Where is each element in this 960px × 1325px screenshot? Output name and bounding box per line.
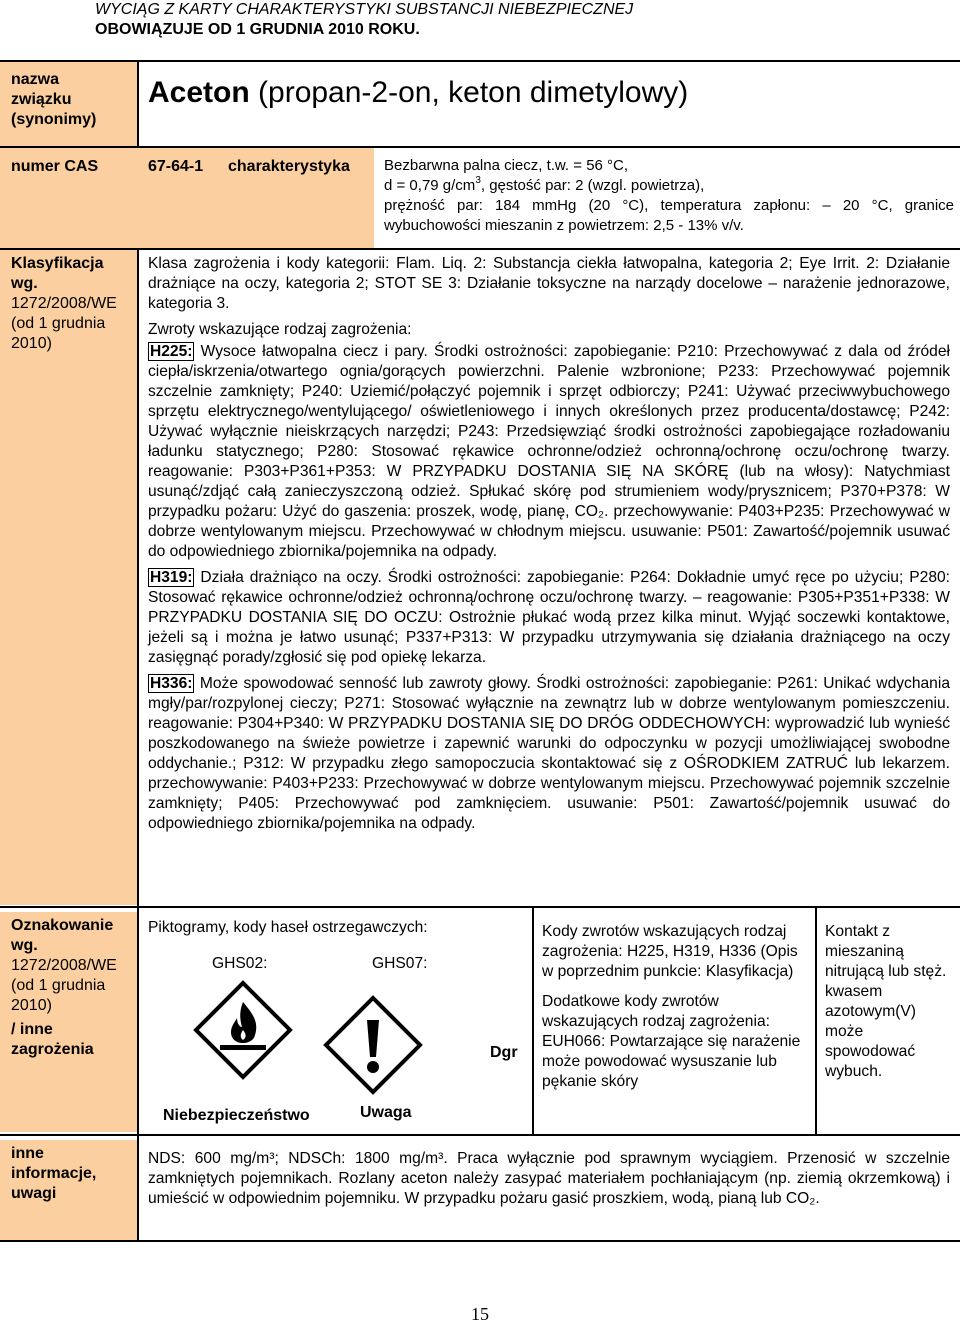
document-header bbox=[95, 0, 633, 40]
char-sup: 3 bbox=[475, 175, 481, 186]
ghs02-label: GHS02: bbox=[212, 955, 268, 972]
h225-paragraph bbox=[148, 342, 950, 562]
name-label-line: (synonimy) bbox=[11, 111, 97, 128]
label-line: 1272/2008/WE bbox=[11, 295, 117, 312]
other-hazards-text: Kontakt z mieszaniną nitrującą lub stęż. kwasem azotowym(V) może spowodować wybuch. bbox=[825, 923, 947, 1080]
label-line: 2010) bbox=[11, 335, 52, 352]
label-line: wg. bbox=[11, 275, 38, 292]
name-label-line: związku bbox=[11, 91, 72, 108]
vline-ozn bbox=[137, 906, 139, 1136]
char-line-2 bbox=[384, 176, 954, 196]
name-label-line: nazwa bbox=[11, 71, 60, 88]
cas-label: numer CAS bbox=[11, 158, 99, 175]
h225-text: Wysoce łatwopalna ciecz i pary. Środki ostrożności: zapobieganie: P210: Przechowywać z dala od źródeł ciepła/iskrzenia/otwartego ognia/gorących powierzchni. Palenie wzbronione; P233: Przechowywać pojemnik szczelnie zamknięty; P240: Uziemić/połączyć pojemnik i sprzęt odbiorczy; P241: Używać przeciwwybuchowego sprzętu elektrycznego/wentylującego/ oświetleniowego i innych określonych przez producenta/dostawcę; P242: Używać wyłącznie nieiskrzących narzędzi; P243: Przedsięwziąć środki ostrożności zapobiegające rozładowaniu ładunku statycznego; P280: Stosować rękawice ochronne/odzież ochronną/ochronę oczu/ochronę twarzy. reagowanie: P303+P361+P353: W PRZYPADKU DOSTANIA SIĘ NA SKÓRĘ (lub na włosy): Natychmiast usunąć/zdjąć całą zanieczyszczoną odzież. Spłukać skórę pod strumieniem wody/prysznicem; P370+P378: W przypadku pożaru: Użyć do gaszenia: proszek, wodę, pianę, CO₂. przechowywanie: P403+P235: Przechowywać w dobrze wentylowanym miejscu. Przechowywać w chłodnym miejscu. usuwanie: P501: Zawartość/pojemnik usuwać do odpowiedniego zbiornika/pojemnika na odpady. bbox=[148, 343, 950, 560]
header-line-1: WYCIĄG Z KARTY CHARAKTERYSTYKI SUBSTANCJI NIEBEZPIECZNEJ bbox=[95, 1, 634, 18]
label-line: uwagi bbox=[11, 1185, 57, 1202]
title-rest: (propan-2-on, keton dimetylowy) bbox=[249, 76, 689, 109]
classification-label bbox=[0, 250, 137, 905]
rule-top bbox=[0, 60, 960, 62]
label-line: Klasyfikacja bbox=[11, 255, 104, 272]
pictograms-title: Piktogramy, kody haseł ostrzegawczych: bbox=[148, 919, 428, 936]
hazard-codes-column bbox=[542, 922, 804, 1102]
label-line: zagrożenia bbox=[11, 1041, 94, 1058]
title-bold: Aceton bbox=[148, 76, 250, 109]
label-line: (od 1 grudnia bbox=[11, 977, 106, 994]
rule-cas-bottom bbox=[0, 248, 960, 250]
h336-text: Może spowodować senność lub zawroty głowy. Środki ostrożności: zapobieganie: P261: Unikać wdychania mgły/par/rozpylonej cieczy; P271: Stosować wyłącznie na zewnątrz lub w dobrze wentylowanym pomieszczeniu. reagowanie: P304+P340: W PRZYPADKU DOSTANIA SIĘ DO DRÓG ODDECHOWYCH: wyprowadzić lub wynieść poszkodowanego na świeże powietrze i zapewnić warunki do odpoczynku w pozycji umożliwiającej swobodne oddychanie.; P312: W przypadku złego samopoczucia skontaktować się z OŚRODKIEM ZATRUĆ lub lekarzem. przechowywanie: P403+P233: Przechowywać w dobrze wentylowanym miejscu. Przechowywać pojemnik szczelnie zamknięty; P405: Przechowywać pod zamknięciem. usuwanie: P501: Zawartość/pojemnik usuwać do odpowiedniego zbiornika/pojemnika na odpady. bbox=[148, 675, 950, 832]
vline-klas bbox=[137, 248, 139, 908]
label-line: wg. bbox=[11, 937, 38, 954]
signal-word-danger: Niebezpieczeństwo bbox=[163, 1107, 310, 1124]
hazard-codes-text: Kody zwrotów wskazujących rodzaj zagrożenia: H225, H319, H336 (Opis w poprzednim punkcie: Klasyfikacja) bbox=[542, 923, 798, 980]
label-line: 2010) bbox=[11, 997, 52, 1014]
dgr-code: Dgr bbox=[490, 1044, 518, 1061]
h225-code: H225: bbox=[150, 343, 193, 360]
labelling-label bbox=[0, 912, 137, 1132]
signal-word-warning: Uwaga bbox=[360, 1104, 412, 1121]
other-info-text: NDS: 600 mg/m³; NDSCh: 1800 mg/m³. Praca wyłącznie pod sprawnym wyciągiem. Przenosić w szczelnie zamkniętych pojemnikach. Rozlany aceton należy zasypać materiałem pochłaniającym (np. ziemią okrzemkową) i umieścić w odpowiednim pojemniku. W przypadku pożaru gasić proszkiem, wodą, pianą lub CO₂. bbox=[148, 1150, 950, 1207]
h336-code: H336: bbox=[150, 675, 193, 692]
classification-intro: Klasa zagrożenia i kody kategorii: Flam. Liq. 2: Substancja ciekła łatwopalna, kategoria 2; Eye Irrit. 2: Działanie drażniące na oczy, kategoria 2; STOT SE 3: Działanie toksyczne na narządy docelowe – narażenie jednorazowe, kategoria 3. bbox=[148, 255, 950, 312]
h319-code: H319: bbox=[150, 569, 193, 586]
rule-inne-bottom bbox=[0, 1240, 960, 1242]
label-line: informacje, bbox=[11, 1165, 97, 1182]
flame-pictogram-icon bbox=[193, 980, 293, 1080]
characteristics-text bbox=[374, 148, 960, 248]
label-line: (od 1 grudnia bbox=[11, 315, 106, 332]
cas-value: 67-64-1 bbox=[148, 158, 204, 175]
hazard-statements-heading: Zwroty wskazujące rodzaj zagrożenia: bbox=[148, 321, 412, 338]
vline-inne bbox=[137, 1134, 139, 1242]
name-label bbox=[0, 62, 137, 146]
label-line: inne bbox=[11, 1145, 44, 1162]
vline-name bbox=[137, 60, 139, 148]
h319-text: Działa drażniąco na oczy. Środki ostrożności: zapobieganie: P264: Dokładnie umyć ręce po użyciu; P280: Stosować rękawice ochronne/odzież ochronną/ochronę oczu/ochronę twarzy. – reagowanie: P305+P351+P338: W PRZYPADKU DOSTANIA SIĘ DO OCZU: Ostrożnie płukać wodą przez kilka minut. Wyjąć soczewki kontaktowe, jeżeli są i można je łatwo usunąć; P337+P313: W przypadku utrzymywania się działania drażniącego na oczy zasięgnąć porady/zgłosić się pod opiekę lekarza. bbox=[148, 569, 950, 666]
char-vapour: , gęstość par: 2 (wzgl. powietrza), bbox=[480, 177, 705, 194]
label-line: Oznakowanie bbox=[11, 917, 114, 934]
characteristics-label: charakterystyka bbox=[228, 158, 350, 175]
h319-paragraph bbox=[148, 568, 950, 668]
exclamation-pictogram-icon bbox=[323, 995, 423, 1095]
other-info-label bbox=[0, 1140, 137, 1240]
h336-paragraph bbox=[148, 674, 950, 834]
char-line-3: prężność par: 184 mmHg (20 °C), temperatura zapłonu: – 20 °C, granice wybuchowości mieszanin z powietrzem: 2,5 - 13% v/v. bbox=[384, 197, 954, 234]
vline-ozn-2 bbox=[532, 906, 534, 1136]
substance-title bbox=[148, 76, 688, 110]
page-number: 15 bbox=[471, 1304, 489, 1324]
header-line-2: OBOWIĄZUJE OD 1 GRUDNIA 2010 ROKU. bbox=[95, 21, 420, 38]
ghs07-label: GHS07: bbox=[372, 955, 428, 972]
vline-ozn-3 bbox=[815, 906, 817, 1136]
classification-body bbox=[148, 254, 950, 840]
char-density: d = 0,79 g/cm bbox=[384, 177, 476, 194]
additional-codes-text: Dodatkowe kody zwrotów wskazujących rodzaj zagrożenia: EUH066: Powtarzające się narażenie może powodować wysuszanie lub pękanie skóry bbox=[542, 993, 801, 1090]
char-line-1: Bezbarwna palna ciecz, t.w. = 56 °C, bbox=[384, 157, 629, 174]
label-line: / inne bbox=[11, 1021, 53, 1038]
label-line: 1272/2008/WE bbox=[11, 957, 117, 974]
